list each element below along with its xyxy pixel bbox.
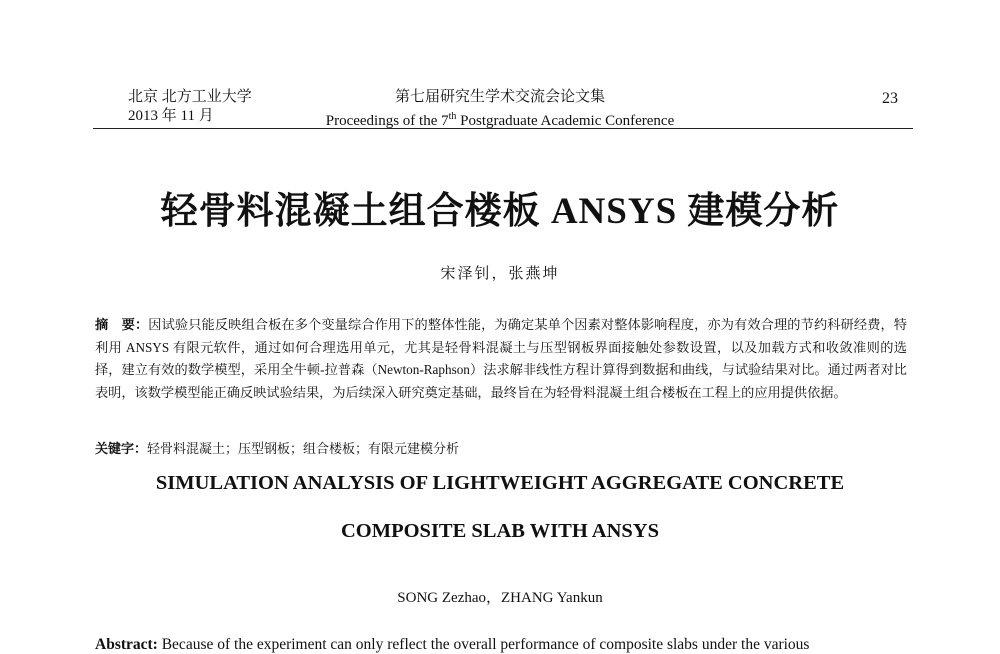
header-rule	[93, 128, 913, 129]
header-proceedings-en-pre: Proceedings of the 7	[325, 113, 449, 129]
paper-title-cn: 轻骨料混凝土组合楼板 ANSYS 建模分析	[160, 191, 840, 232]
abstract-en-label: Abstract:	[95, 636, 158, 653]
header-center	[0, 88, 1000, 131]
authors-cn: 宋泽钊，张燕坤	[440, 266, 560, 282]
header-institution: 北京 北方工业大学	[128, 89, 252, 105]
abstract-cn-label: 摘 要：	[95, 317, 149, 332]
abstract-en	[95, 636, 907, 654]
keywords-cn-text: 轻骨料混凝土；压型钢板；组合楼板；有限元建模分析	[147, 441, 460, 456]
keywords-cn	[95, 438, 907, 457]
header-date: 2013 年 11 月	[128, 108, 214, 124]
page-number: 23	[882, 90, 898, 107]
header-proceedings-en-post: Postgraduate Academic Conference	[456, 113, 675, 129]
authors-en: SONG Zezhao，ZHANG Yankun	[397, 590, 603, 606]
keywords-cn-label: 关键字：	[95, 441, 148, 456]
abstract-cn-text: 因试验只能反映组合板在多个变量综合作用下的整体性能，为确定某单个因素对整体影响程度，亦为有效合理的节约科研经费，特利用 ANSYS 有限元软件，通过如何合理选用单元，尤其是轻骨料混凝土与压型钢板界面接触处参数设置，以及加载方式和收敛准则的选择，建立有效的数学模型，采用全牛顿-拉普森（Newton-Raphson）法求解非线性方程计算得到数据和曲线，与试验结果对比。通过两者对比表明，该数学模型能正确反映试验结果，为后续深入研究奠定基础，最终旨在为轻骨料混凝土组合楼板在工程上的应用提供依据。	[95, 317, 908, 400]
abstract-en-text: Because of the experiment can only reflect the overall performance of composite slabs under the various	[157, 636, 810, 653]
abstract-cn	[95, 314, 907, 404]
header-proceedings-cn: 第七届研究生学术交流会论文集	[394, 89, 605, 105]
paper-title-en-line1: SIMULATION ANALYSIS OF LIGHTWEIGHT AGGREGATE CONCRETE	[155, 472, 845, 494]
header-proceedings-en-sup: th	[448, 111, 457, 122]
paper-title-en-line2: COMPOSITE SLAB WITH ANSYS	[340, 520, 660, 542]
